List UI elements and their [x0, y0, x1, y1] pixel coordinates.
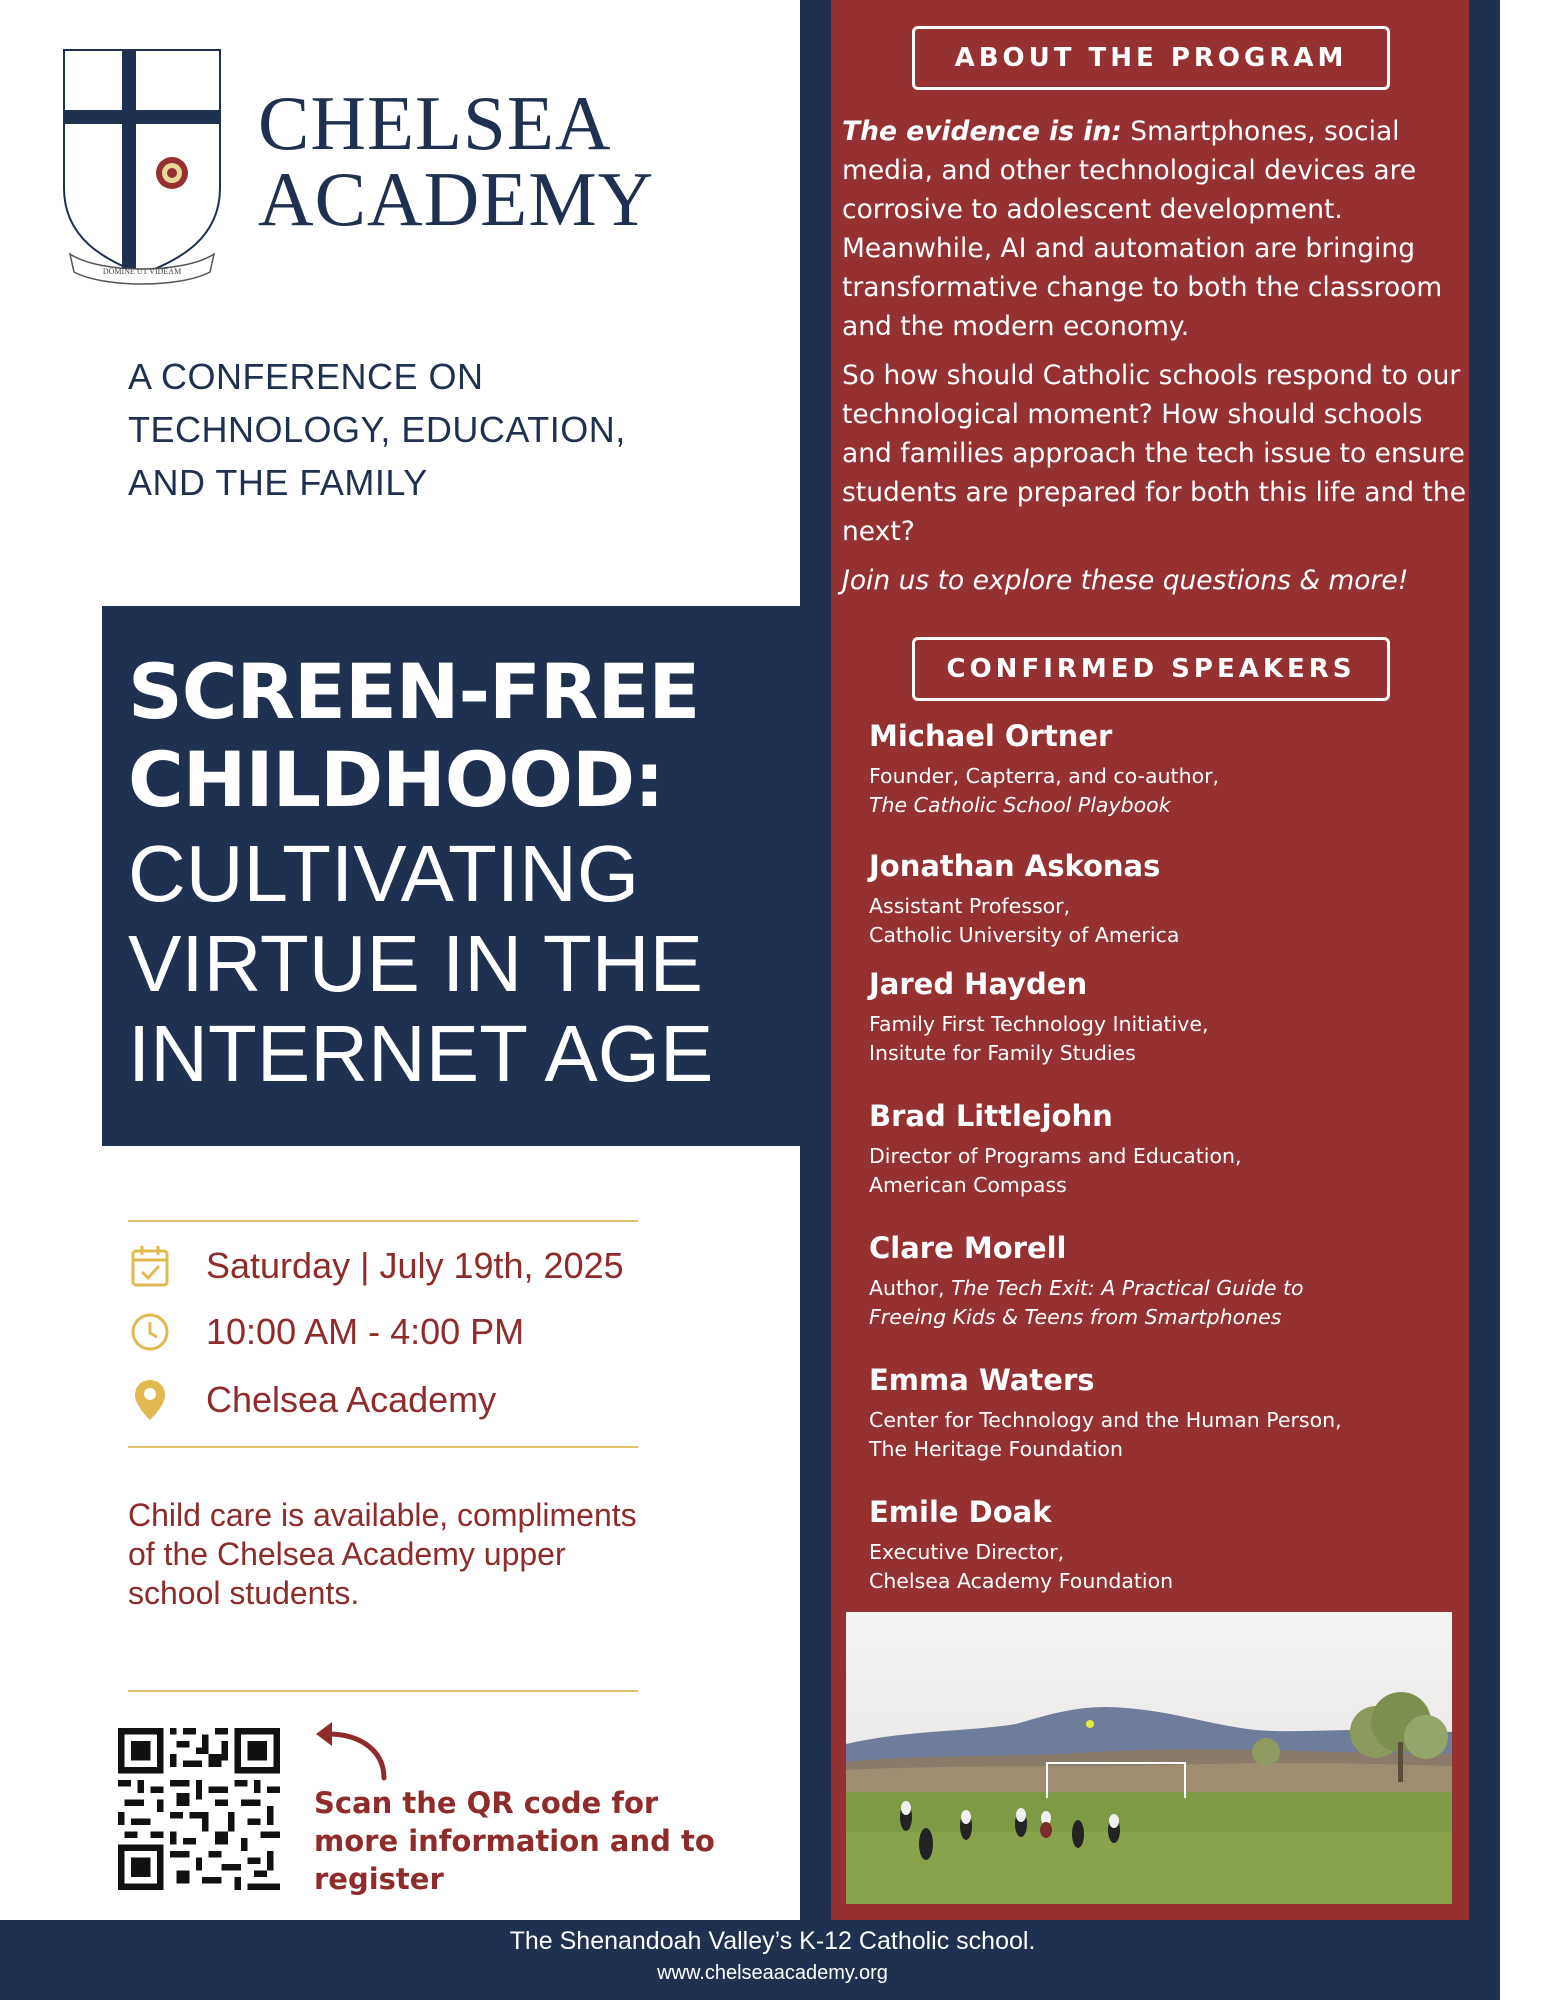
crest-motto: DOMINE UT VIDEAM [102, 267, 182, 276]
speaker-item [869, 1230, 1449, 1332]
speaker-name: Brad Littlejohn [869, 1099, 1113, 1133]
confirmed-speakers-heading: CONFIRMED SPEAKERS [912, 637, 1390, 701]
event-location: Chelsea Academy [206, 1379, 497, 1420]
speaker-role: Founder, Capterra, and co-author, The Catholic School Playbook [869, 764, 1220, 817]
event-time-row [128, 1310, 524, 1354]
event-location-row [128, 1378, 496, 1422]
scan-qr-instructions: Scan the QR code for more information and to register [314, 1786, 715, 1896]
footer-tagline: The Shenandoah Valley’s K-12 Catholic school. [509, 1927, 1036, 1955]
map-pin-icon [128, 1378, 172, 1422]
about-paragraph-2: So how should Catholic schools respond to our technological moment? How should schools and families approach the tech issue to ensure students are prepared for both this life and the next? [842, 360, 1467, 547]
speaker-item [869, 1494, 1449, 1596]
chelsea-academy-crest-logo [60, 48, 224, 298]
speaker-role: Assistant Professor, Catholic University of America [869, 894, 1180, 947]
event-time: 10:00 AM - 4:00 PM [206, 1311, 525, 1352]
speaker-name: Jared Hayden [869, 967, 1088, 1001]
conference-title-subtitle: CULTIVATING VIRTUE IN THE INTERNET AGE [128, 829, 714, 1098]
about-program-heading: ABOUT THE PROGRAM [912, 26, 1390, 90]
speaker-name: Jonathan Askonas [869, 849, 1161, 883]
calendar-check-icon [128, 1244, 172, 1288]
speaker-name: Michael Ortner [869, 719, 1113, 753]
about-paragraph-1: The evidence is in: Smartphones, social media, and other technological devices are corrosive to adolescent development. Meanwhile, AI and automation are bringing transformative change to both the classroom and the modern economy. [842, 116, 1443, 342]
divider [128, 1690, 638, 1692]
speaker-item [869, 718, 1449, 820]
footer-website-link[interactable]: www.chelseaacademy.org [657, 1962, 888, 1984]
speaker-item [869, 1098, 1449, 1200]
registration-qr-code[interactable] [118, 1728, 280, 1890]
childcare-note: Child care is available, compliments of the Chelsea Academy upper school students. [128, 1497, 637, 1611]
conference-subtitle: A CONFERENCE ON TECHNOLOGY, EDUCATION, AND THE FAMILY [128, 356, 626, 503]
event-date: Saturday | July 19th, 2025 [206, 1245, 624, 1286]
speaker-name: Emile Doak [869, 1495, 1052, 1529]
speaker-role: Director of Programs and Education, American Compass [869, 1144, 1242, 1197]
speaker-name: Emma Waters [869, 1363, 1095, 1397]
event-date-row [128, 1244, 624, 1288]
speaker-role: Author, The Tech Exit: A Practical Guide to Freeing Kids & Teens from Smartphones [869, 1276, 1304, 1329]
speaker-role: Center for Technology and the Human Person, The Heritage Foundation [869, 1408, 1342, 1461]
speaker-role: Executive Director, Chelsea Academy Foundation [869, 1540, 1174, 1593]
conference-title-bold: SCREEN-FREE CHILDHOOD: [128, 647, 700, 824]
about-paragraph-3: Join us to explore these questions & more! [842, 565, 1409, 596]
school-name: CHELSEA ACADEMY [258, 80, 655, 242]
clock-icon [128, 1310, 172, 1354]
speaker-role: Family First Technology Initiative, Insitute for Family Studies [869, 1012, 1209, 1065]
curved-arrow-icon [314, 1712, 394, 1782]
speaker-list [869, 718, 1449, 1596]
speaker-item [869, 966, 1449, 1068]
divider [128, 1220, 638, 1222]
students-field-photo [846, 1612, 1452, 1904]
about-program-text [842, 112, 1467, 610]
speaker-name: Clare Morell [869, 1231, 1067, 1265]
divider [128, 1446, 638, 1448]
speaker-item [869, 848, 1449, 950]
speaker-item [869, 1362, 1449, 1464]
